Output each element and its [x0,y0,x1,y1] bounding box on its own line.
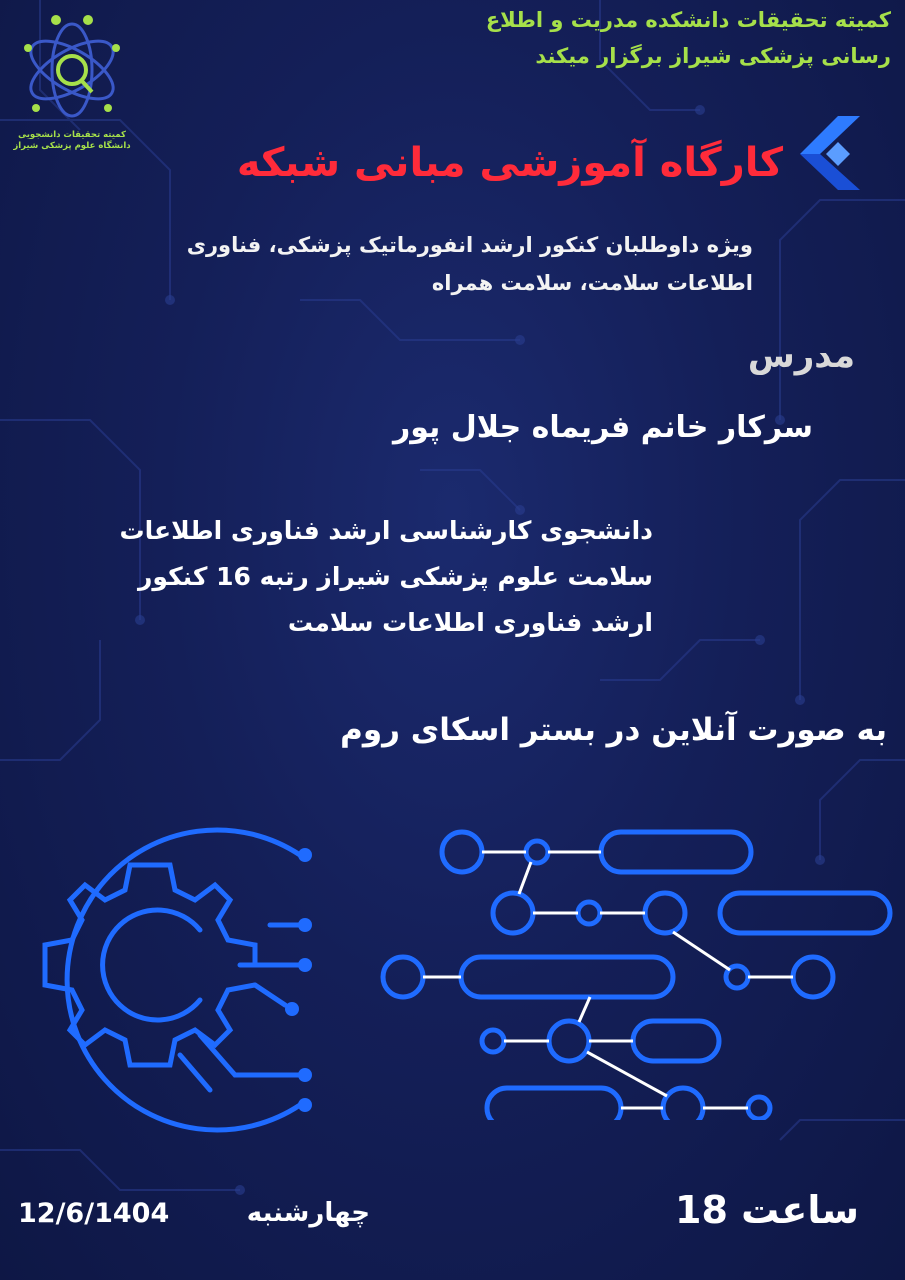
organizer-line-1: کمیته تحقیقات دانشکده مدریت و اطلاع [485,8,891,32]
instructor-bio-line-1: دانشجوی کارشناسی ارشد فناوری اطلاعات [119,516,653,545]
instructor-bio-line-3: ارشد فناوری اطلاعات سلامت [287,608,653,637]
logo-caption-2: دانشگاه علوم پزشکی شیراز [13,141,131,151]
organizer-header [291,2,891,74]
logo [12,8,132,158]
workshop-title: کارگاه آموزشی مبانی شبکه [236,140,783,186]
event-day: چهارشنبه [246,1198,370,1228]
online-platform-notice: به صورت آنلاین در بستر اسکای روم [340,712,887,748]
instructor-bio [13,508,653,646]
target-audience-line-1: ویژه داوطلبان کنکور ارشد انفورماتیک پزشکی، فناوری [186,233,753,257]
event-time: ساعت 18 [675,1188,859,1232]
organizer-line-2: رسانی پزشکی شیراز برگزار میکند [535,44,891,68]
instructor-name: سرکار خانم فریماه جلال پور [392,410,813,445]
instructor-label: مدرس [747,336,855,376]
target-audience [53,226,753,302]
logo-caption-1: کمیته تحقیقات دانشجویی [18,130,126,140]
student-research-committee-logo-icon [12,8,132,126]
target-audience-line-2: اطلاعات سلامت، سلامت همراه [431,271,753,295]
gear-circuit-illustration-icon [0,815,330,1145]
event-date: 12/6/1404 [18,1198,170,1229]
instructor-bio-line-2: سلامت علوم پزشکی شیراز رتبه 16 کنکور [138,562,653,591]
network-circuit-illustration-icon [375,820,900,1120]
chevron-accent-icon [794,114,864,194]
